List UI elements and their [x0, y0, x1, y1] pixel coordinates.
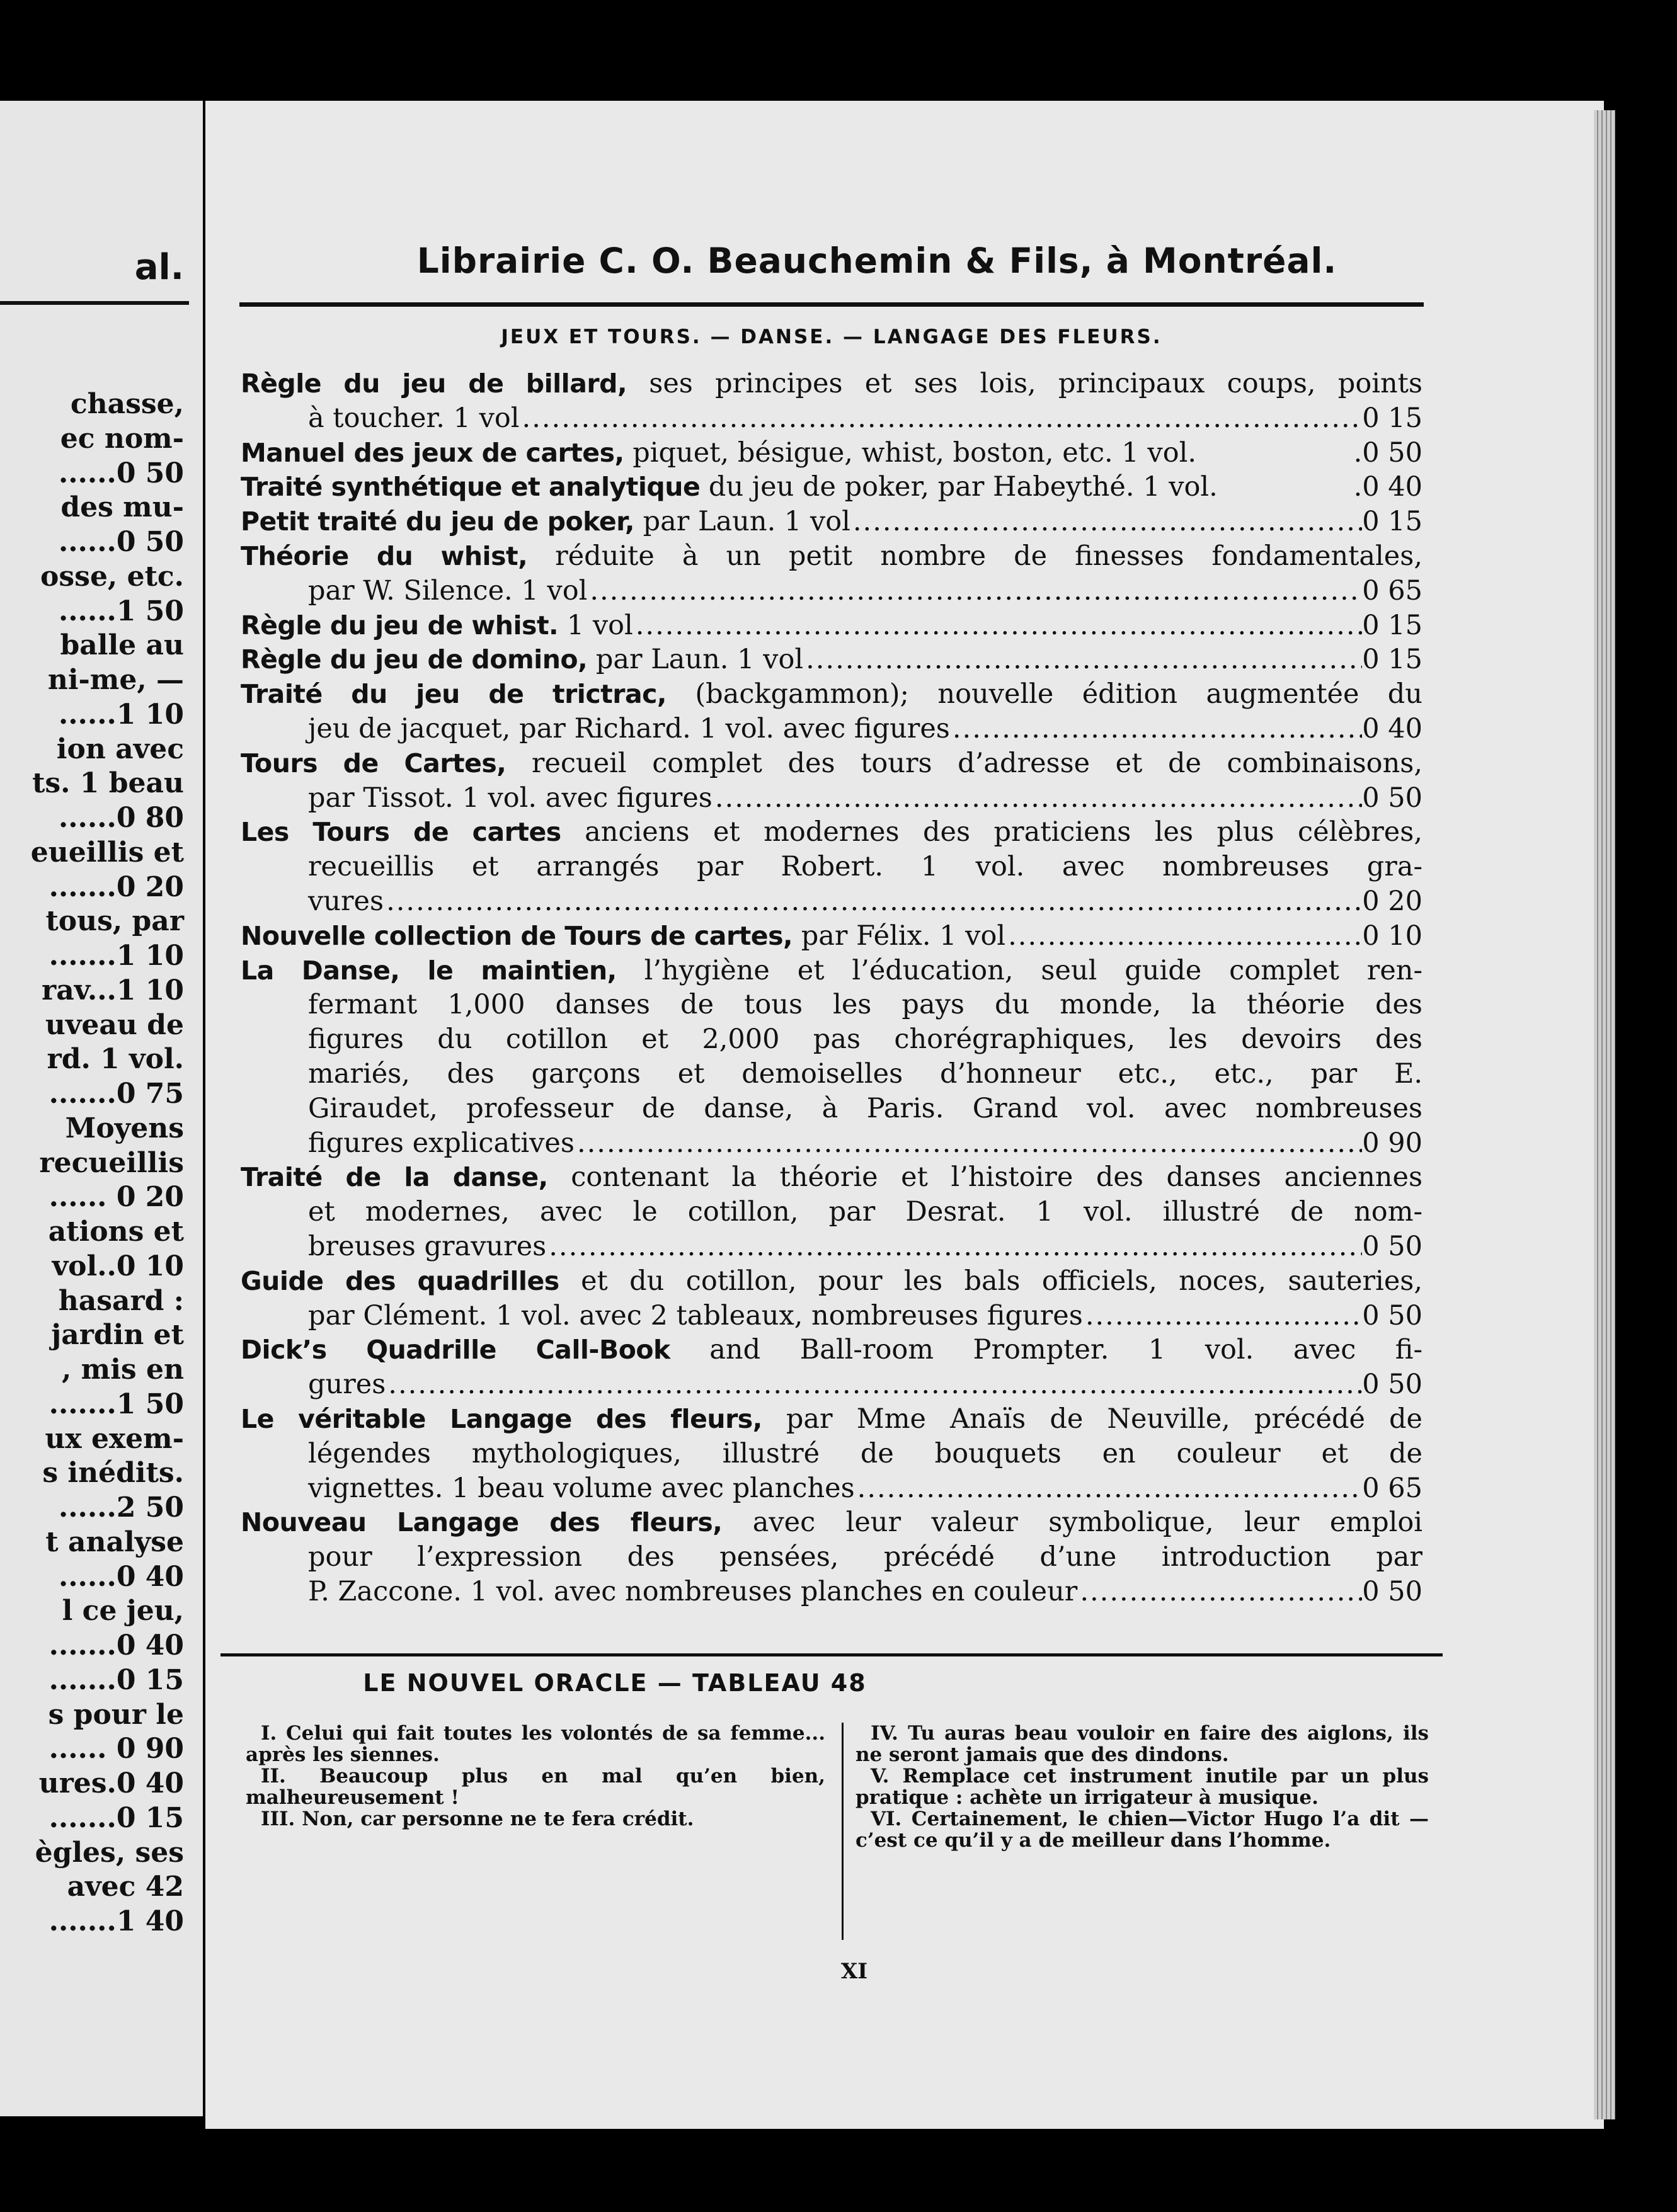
entry-last-text	[308, 1367, 386, 1402]
entry-text-line	[241, 1057, 1422, 1092]
entry-description: par W. Silence. 1 vol	[308, 574, 588, 607]
entry-description: par Félix. 1 vol	[793, 920, 1006, 952]
entry-text-line	[241, 746, 1422, 781]
left-page-line: ...... 0 20	[49, 1181, 184, 1214]
dot-leader	[1083, 1299, 1362, 1333]
left-page-rule	[0, 301, 189, 305]
left-page-line: chasse,	[70, 388, 184, 420]
left-page-line: ni-me, —	[47, 664, 184, 696]
entry-price-line	[241, 608, 1422, 643]
entry-price: 0 20	[1362, 885, 1422, 917]
dot-leader	[803, 642, 1362, 677]
entry-price: 0 15	[1362, 644, 1422, 676]
entry-title: Les Tours de cartes	[241, 817, 561, 848]
left-page-line: ux exem-	[45, 1422, 184, 1455]
catalog-entry	[241, 1402, 1422, 1505]
left-page-line: ion avec	[56, 733, 184, 765]
left-page-line: ations et	[48, 1216, 184, 1248]
entry-text-line	[241, 850, 1422, 884]
catalog-entry	[241, 1505, 1422, 1609]
entry-description: P. Zaccone. 1 vol. avec nombreuses planches en couleur	[308, 1575, 1078, 1607]
entry-title: La Danse, le maintien,	[241, 955, 617, 986]
entry-last-text	[308, 781, 713, 816]
entry-description: (backgammon); nouvelle édition augmentée du	[667, 678, 1422, 710]
left-page-line: ......0 80	[58, 802, 184, 834]
entry-price: 0 65	[1362, 1472, 1422, 1504]
entry-description: ses principes et ses lois, principaux coups, points	[627, 368, 1422, 399]
left-page-line: ègles, ses	[35, 1836, 184, 1869]
oracle-left-column	[246, 1723, 825, 1830]
entry-description: jeu de jacquet, par Richard. 1 vol. avec figures	[308, 712, 950, 744]
entry-description: légendes mythologiques, illustré de bouquets en couleur et de	[308, 1437, 1422, 1469]
entry-last-text	[308, 1471, 855, 1506]
entry-description: 1 vol	[558, 609, 633, 641]
oracle-answer: II. Beaucoup plus en mal qu’en bien, malheureusement !	[246, 1765, 825, 1809]
left-page-line: ......0 50	[58, 457, 184, 489]
entry-description: réduite à un petit nombre de finesses fondamentales,	[527, 540, 1422, 572]
left-page-line: rd. 1 vol.	[47, 1043, 184, 1076]
oracle-top-rule	[220, 1653, 1443, 1656]
entry-price: .0 50	[1353, 436, 1422, 469]
entry-description: vures	[308, 885, 384, 917]
entry-last-text	[241, 608, 633, 643]
entry-description: Giraudet, professeur de danse, à Paris. Grand vol. avec nombreuses	[308, 1092, 1422, 1124]
left-page-line: , mis en	[62, 1354, 184, 1386]
entry-description: gures	[308, 1369, 386, 1401]
catalog-entry	[241, 539, 1422, 608]
left-page-line: ......0 40	[58, 1560, 184, 1593]
entry-price: 0 40	[1362, 712, 1422, 744]
entry-text-line	[241, 1160, 1422, 1195]
left-page-line: ec nom-	[60, 422, 184, 455]
left-page-line: .......0 15	[49, 1801, 184, 1834]
left-page-line: ......1 50	[58, 595, 184, 627]
entry-description: contenant la théorie et l’histoire des danses anciennes	[547, 1161, 1422, 1194]
left-page-line: des mu-	[60, 491, 184, 524]
entry-title: Guide des quadrilles	[241, 1265, 559, 1296]
entry-price-line	[241, 1575, 1422, 1609]
entry-price: 0 50	[1362, 782, 1422, 814]
dot-leader	[384, 884, 1362, 919]
entry-price: 0 10	[1362, 920, 1422, 952]
left-page-line: .......1 10	[49, 940, 184, 972]
entry-price-line	[241, 401, 1422, 436]
dot-leader	[386, 1367, 1362, 1402]
catalog-entry	[241, 815, 1422, 918]
left-page-line: .......0 15	[49, 1663, 184, 1696]
oracle-title: LE NOUVEL ORACLE — TABLEAU 48	[363, 1669, 867, 1697]
left-page-line: ......2 50	[58, 1491, 184, 1524]
entry-title: Règle du jeu de domino,	[241, 644, 588, 675]
oracle-column-divider	[842, 1723, 844, 1940]
dot-leader	[575, 1126, 1362, 1161]
entry-price: 0 50	[1362, 1230, 1422, 1262]
entry-text-line	[241, 1264, 1422, 1299]
left-page-header-fragment: al.	[134, 247, 184, 288]
page-stack-edge	[1594, 110, 1615, 2119]
entry-text-line	[241, 1022, 1422, 1057]
entry-price: 0 90	[1362, 1127, 1422, 1159]
entry-price: 0 15	[1362, 506, 1422, 538]
entry-title: Règle du jeu de billard,	[241, 368, 627, 399]
left-page-line: jardin et	[51, 1319, 184, 1352]
entry-title: Tours de Cartes,	[241, 748, 507, 778]
entry-title: Traité du jeu de trictrac,	[241, 679, 667, 710]
entry-title: Dick’s Quadrille Call-Book	[241, 1335, 670, 1365]
entry-description: par Clément. 1 vol. avec 2 tableaux, nombreuses figures	[308, 1299, 1083, 1331]
oracle-answer: V. Remplace cet instrument inutile par un plus pratique : achète un irrigateur à musique.	[856, 1765, 1429, 1809]
entry-price-line	[241, 1299, 1422, 1333]
catalog-entry	[241, 1264, 1422, 1333]
entry-title: Théorie du whist,	[241, 540, 528, 571]
entry-last-text	[308, 401, 520, 436]
entry-text-line	[241, 1540, 1422, 1575]
catalog-entry	[241, 1160, 1422, 1263]
left-page-line: ts. 1 beau	[32, 767, 184, 800]
entry-text-line	[241, 1195, 1422, 1229]
catalog-entry	[241, 677, 1422, 746]
entry-text-line	[241, 988, 1422, 1022]
entry-title: Manuel des jeux de cartes,	[241, 437, 624, 468]
left-page-line: .......0 75	[49, 1078, 184, 1110]
entry-last-text	[241, 505, 850, 539]
entry-description: par Tissot. 1 vol. avec figures	[308, 782, 713, 814]
oracle-answer: IV. Tu auras beau vouloir en faire des aiglons, ils ne seront jamais que des dindons.	[856, 1722, 1429, 1766]
entry-last-text	[308, 1575, 1077, 1609]
dot-leader	[855, 1471, 1363, 1506]
entry-price-line	[241, 712, 1422, 746]
entry-text-line	[241, 1437, 1422, 1471]
catalog-entry	[241, 1333, 1422, 1402]
entry-text-line	[241, 539, 1422, 574]
left-page-line: osse, etc.	[40, 560, 184, 593]
left-page-line: s inédits.	[42, 1457, 184, 1490]
entry-description: fermant 1,000 danses de tous les pays du monde, la théorie des	[308, 989, 1422, 1021]
left-page-line: avec 42	[67, 1871, 184, 1903]
entry-price: 0 50	[1362, 1369, 1422, 1401]
catalog-list	[241, 367, 1422, 1609]
entry-last-text	[308, 1126, 575, 1161]
entry-title: Nouveau Langage des fleurs,	[241, 1507, 723, 1538]
left-page-line: hasard :	[58, 1284, 184, 1317]
left-page-line: uveau de	[45, 1008, 184, 1041]
dot-leader	[950, 712, 1362, 746]
entry-price-line	[241, 642, 1422, 677]
entry-text-line	[241, 815, 1422, 850]
entry-description: par Laun. 1 vol	[587, 644, 804, 676]
entry-text-line	[241, 1333, 1422, 1367]
entry-price-line	[241, 884, 1422, 919]
entry-description: avec leur valeur symbolique, leur emploi	[722, 1507, 1422, 1539]
entry-description: pour l’expression des pensées, précédé d’une introduction par	[308, 1541, 1422, 1573]
entry-last-text	[241, 919, 1005, 954]
entry-description: anciens et modernes des praticiens les plus célèbres,	[561, 816, 1422, 848]
entry-last-text	[241, 642, 803, 677]
entry-price-line	[241, 436, 1422, 470]
entry-description: à toucher. 1 vol	[308, 402, 520, 434]
entry-title: Traité de la danse,	[241, 1162, 548, 1193]
entry-price-line	[241, 470, 1422, 505]
entry-price-line	[241, 919, 1422, 954]
entry-title: Le véritable Langage des fleurs,	[241, 1403, 762, 1434]
catalog-page	[205, 101, 1604, 2129]
catalog-entry	[241, 436, 1422, 470]
oracle-right-column	[856, 1723, 1429, 1851]
entry-title: Traité synthétique et analytique	[241, 472, 701, 503]
dot-leader	[546, 1229, 1362, 1264]
left-page-line: t analyse	[45, 1525, 184, 1558]
section-title: JEUX ET TOURS. — DANSE. — LANGAGE DES FLEURS.	[501, 326, 1162, 348]
entry-price: 0 65	[1362, 574, 1422, 607]
left-page-line: tous, par	[45, 905, 184, 938]
left-page-line: s pour le	[48, 1698, 184, 1731]
entry-price-line	[241, 505, 1422, 539]
entry-last-text	[241, 470, 1218, 505]
entry-description: et modernes, avec le cotillon, par Desrat. 1 vol. illustré de nom-	[308, 1196, 1422, 1228]
dot-leader	[633, 608, 1362, 643]
library-header: Librairie C. O. Beauchemin & Fils, à Montréal.	[416, 241, 1337, 281]
entry-price: 0 15	[1362, 609, 1422, 641]
entry-description: recueillis et arrangés par Robert. 1 vol. avec nombreuses gra-	[308, 851, 1422, 883]
entry-price: 0 15	[1362, 402, 1422, 434]
left-page-line: .......1 50	[49, 1388, 184, 1420]
catalog-entry	[241, 919, 1422, 954]
entry-text-line	[241, 1402, 1422, 1437]
entry-description: figures du cotillon et 2,000 pas chorégraphiques, les devoirs des	[308, 1023, 1422, 1056]
left-page-line: .......0 20	[49, 870, 184, 903]
left-page-line: Moyens	[65, 1112, 184, 1144]
entry-price-line	[241, 1471, 1422, 1506]
entry-price-line	[241, 574, 1422, 608]
entry-price: 0 50	[1362, 1299, 1422, 1331]
dot-leader	[587, 574, 1362, 608]
catalog-entry	[241, 505, 1422, 539]
catalog-entry	[241, 954, 1422, 1161]
left-page-line: recueillis	[39, 1146, 184, 1179]
oracle-answer: III. Non, car personne ne te fera crédit.	[261, 1808, 694, 1830]
entry-description: breuses gravures	[308, 1230, 547, 1262]
entry-title: Nouvelle collection de Tours de cartes,	[241, 920, 793, 951]
entry-text-line	[241, 677, 1422, 712]
left-facing-page	[0, 101, 203, 2116]
left-page-line: eueillis et	[30, 836, 184, 869]
catalog-entry	[241, 367, 1422, 436]
entry-description: par Laun. 1 vol	[634, 506, 850, 538]
catalog-entry	[241, 470, 1422, 505]
left-page-line: ...... 0 90	[49, 1733, 184, 1765]
left-page-line: .......0 40	[49, 1629, 184, 1662]
entry-last-text	[308, 1229, 546, 1264]
dot-leader	[713, 781, 1362, 816]
dot-leader	[520, 401, 1363, 436]
entry-description: l’hygiène et l’éducation, seul guide complet ren-	[616, 954, 1422, 986]
entry-price: .0 40	[1353, 471, 1422, 503]
entry-price: 0 50	[1362, 1575, 1422, 1607]
entry-price-line	[241, 781, 1422, 816]
left-page-line: balle au	[60, 629, 184, 662]
left-page-line: ......1 10	[58, 698, 184, 731]
dot-leader	[1005, 919, 1362, 954]
header-rule	[239, 302, 1424, 307]
entry-description: figures explicatives	[308, 1127, 575, 1159]
left-page-line: l ce jeu,	[62, 1595, 184, 1628]
entry-price-line	[241, 1367, 1422, 1402]
entry-price-line	[241, 1126, 1422, 1161]
entry-description: piquet, bésigue, whist, boston, etc. 1 vol.	[624, 436, 1197, 469]
entry-last-text	[308, 712, 950, 746]
left-page-line: vol..0 10	[52, 1250, 184, 1282]
oracle-answer: VI. Certainement, le chien—Victor Hugo l’a dit — c’est ce qu’il y a de meilleur dans l’homme.	[856, 1808, 1429, 1852]
entry-text-line	[241, 1092, 1422, 1126]
entry-title: Règle du jeu de whist.	[241, 610, 559, 641]
dot-leader	[1077, 1575, 1362, 1609]
page-number: XI	[840, 1959, 868, 1984]
dot-leader	[850, 505, 1362, 539]
catalog-entry	[241, 608, 1422, 643]
entry-description: vignettes. 1 beau volume avec planches	[308, 1472, 855, 1504]
entry-description: du jeu de poker, par Habeythé. 1 vol.	[700, 471, 1218, 503]
entry-description: par Mme Anaïs de Neuville, précédé de	[762, 1403, 1422, 1435]
entry-price-line	[241, 1229, 1422, 1264]
entry-title: Petit traité du jeu de poker,	[241, 506, 634, 537]
left-page-line: ures.0 40	[38, 1767, 184, 1799]
entry-text-line	[241, 367, 1422, 401]
entry-description: et du cotillon, pour les bals officiels, noces, sauteries,	[559, 1265, 1422, 1297]
oracle-answer: I. Celui qui fait toutes les volontés de sa femme... après les siennes.	[246, 1722, 825, 1766]
left-page-line: .......1 40	[49, 1905, 184, 1937]
catalog-entry	[241, 642, 1422, 677]
entry-last-text	[308, 1299, 1083, 1333]
catalog-entry	[241, 746, 1422, 816]
entry-last-text	[308, 884, 384, 919]
entry-description: recueil complet des tours d’adresse et de combinaisons,	[506, 747, 1422, 779]
entry-text-line	[241, 954, 1422, 988]
entry-last-text	[308, 574, 587, 608]
entry-description: and Ball-room Prompter. 1 vol. avec fi-	[670, 1334, 1422, 1366]
left-page-line: rav...1 10	[42, 974, 184, 1006]
entry-text-line	[241, 1505, 1422, 1540]
entry-description: mariés, des garçons et demoiselles d’honneur etc., etc., par E.	[308, 1058, 1422, 1090]
left-page-line: ......0 50	[58, 526, 184, 558]
entry-last-text	[241, 436, 1196, 470]
left-page-text-column	[0, 387, 184, 1939]
